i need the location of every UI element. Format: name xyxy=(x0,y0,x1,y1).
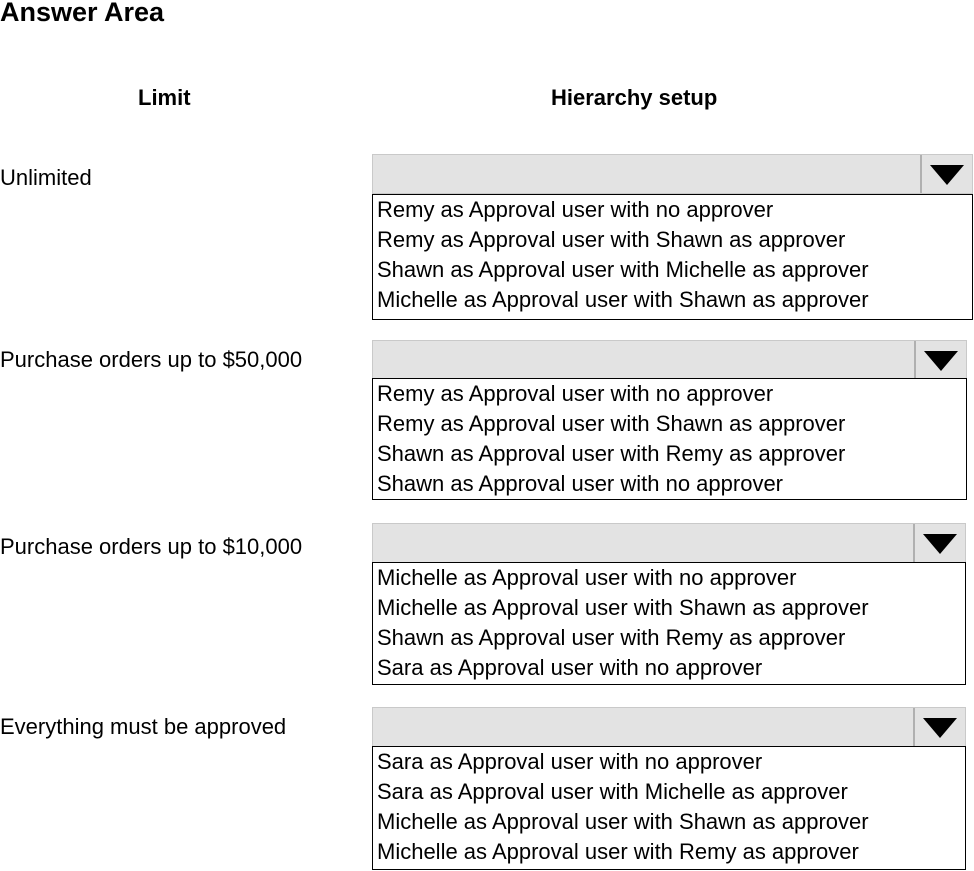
option-item[interactable]: Shawn as Approval user with Michelle as approver xyxy=(377,257,869,282)
option-item[interactable]: Remy as Approval user with Shawn as approver xyxy=(377,411,846,436)
hierarchy-options-po-50000 xyxy=(372,378,967,500)
hierarchy-options-everything-approved xyxy=(372,746,966,870)
option-item[interactable]: Sara as Approval user with no approver xyxy=(377,749,763,774)
chevron-down-icon xyxy=(923,718,957,738)
chevron-down-icon xyxy=(923,534,957,554)
dropdown-toggle-button[interactable] xyxy=(913,708,965,746)
dropdown-toggle-button[interactable] xyxy=(914,341,966,379)
hierarchy-options-po-10000 xyxy=(372,562,966,685)
row-label-unlimited: Unlimited xyxy=(0,165,92,190)
hierarchy-dropdown-everything-approved[interactable] xyxy=(372,707,966,747)
option-item[interactable]: Remy as Approval user with no approver xyxy=(377,381,774,406)
option-item[interactable]: Michelle as Approval user with no approver xyxy=(377,565,797,590)
chevron-down-icon xyxy=(924,351,958,371)
option-item[interactable]: Shawn as Approval user with no approver xyxy=(377,471,784,496)
hierarchy-dropdown-po-10000[interactable] xyxy=(372,523,966,563)
row-label-po-50000: Purchase orders up to $50,000 xyxy=(0,347,303,372)
hierarchy-options-unlimited xyxy=(372,194,973,320)
option-item[interactable]: Shawn as Approval user with Remy as approver xyxy=(377,625,846,650)
row-label-everything-approved: Everything must be approved xyxy=(0,714,287,739)
option-item[interactable]: Michelle as Approval user with Shawn as approver xyxy=(377,595,869,620)
row-label-po-10000: Purchase orders up to $10,000 xyxy=(0,534,303,559)
answer-area-title: Answer Area xyxy=(0,0,165,27)
dropdown-toggle-button[interactable] xyxy=(920,155,972,193)
hierarchy-dropdown-unlimited[interactable] xyxy=(372,154,973,194)
option-item[interactable]: Michelle as Approval user with Remy as approver xyxy=(377,839,859,864)
option-item[interactable]: Sara as Approval user with no approver xyxy=(377,655,763,680)
chevron-down-icon xyxy=(930,165,964,185)
hierarchy-dropdown-po-50000[interactable] xyxy=(372,340,967,380)
dropdown-toggle-button[interactable] xyxy=(913,524,965,562)
option-item[interactable]: Remy as Approval user with no approver xyxy=(377,197,774,222)
option-item[interactable]: Remy as Approval user with Shawn as approver xyxy=(377,227,846,252)
limit-column-header: Limit xyxy=(138,85,191,110)
option-item[interactable]: Michelle as Approval user with Shawn as approver xyxy=(377,287,869,312)
hierarchy-column-header: Hierarchy setup xyxy=(551,85,718,110)
option-item[interactable]: Shawn as Approval user with Remy as approver xyxy=(377,441,846,466)
option-item[interactable]: Sara as Approval user with Michelle as approver xyxy=(377,779,848,804)
option-item[interactable]: Michelle as Approval user with Shawn as approver xyxy=(377,809,869,834)
